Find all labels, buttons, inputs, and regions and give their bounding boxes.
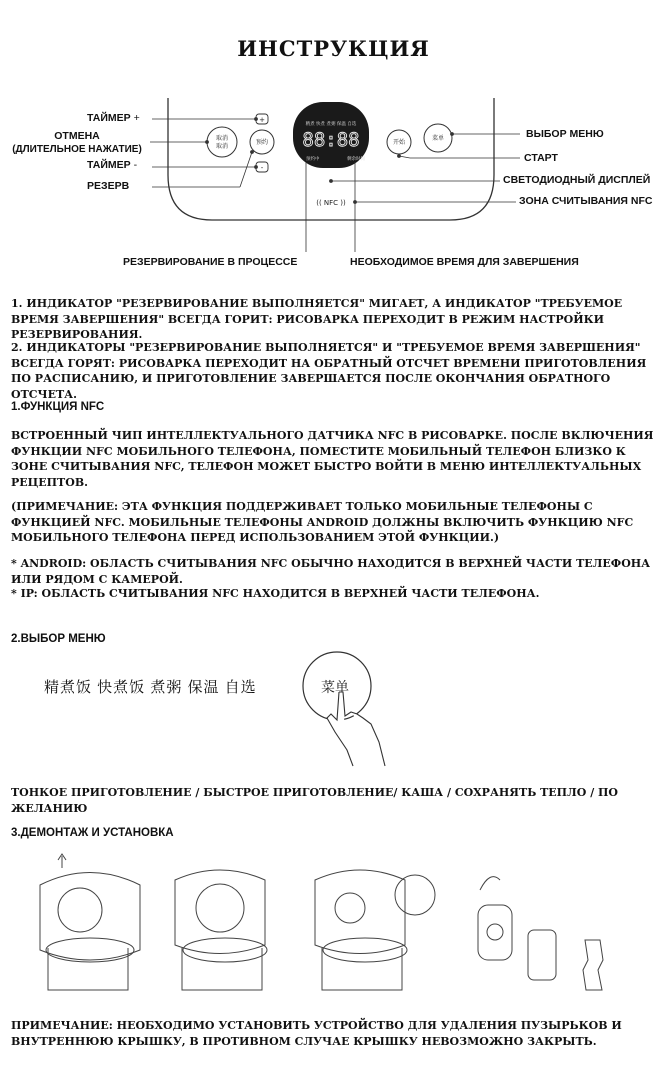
menu-press-illustration [295,640,405,770]
svg-text:+: + [259,116,265,124]
label-led-display: СВЕТОДИОДНЫЙ ДИСПЛЕЙ [503,174,651,186]
nfc-paragraph-2: (ПРИМЕЧАНИЕ: ЭТА ФУНКЦИЯ ПОДДЕРЖИВАЕТ ТОЛЬКО МОБИЛЬНЫЕ ТЕЛЕФОНЫ С ФУНКЦИЕЙ NFC. МОБИЛЬНЫЕ ТЕЛЕФОНЫ ANDROID ДОЛЖНЫ ВКЛЮЧИТЬ ФУНКЦИЮ NFC МОБИЛЬНОГО ТЕЛЕФОНА ПЕРЕД ИСПОЛЬЗОВАНИЕМ ЭТОЙ ФУНКЦИИ.) [11,500,634,544]
display-digits: 88:88 [302,129,360,151]
label-reservation-in-progress: РЕЗЕРВИРОВАНИЕ В ПРОЦЕССЕ [123,256,298,268]
reserve-button-label: 预约 [255,139,269,146]
paragraph-2: 2. ИНДИКАТОРЫ "РЕЗЕРВИРОВАНИЕ ВЫПОЛНЯЕТСЯ" И "ТРЕБУЕМОЕ ВРЕМЯ ЗАВЕРШЕНИЯ" ВСЕГДА ГОРЯТ: РИСОВАРКА ПЕРЕХОДИТ НА ОБРАТНЫЙ ОТСЧЕТ ВРЕМЕНИ ПРИГОТОВЛЕНИЯ ПО РАСПИСАНИЮ, И ПРИГОТОВЛЕНИЕ ЗАВЕРШАЕТСЯ ПОСЛЕ ОКОНЧАНИЯ ОБРАТНОГО ОТСЧЕТА. [11,341,647,401]
paragraph-1: 1. ИНДИКАТОР "РЕЗЕРВИРОВАНИЕ ВЫПОЛНЯЕТСЯ" МИГАЕТ, А ИНДИКАТОР "ТРЕБУЕМОЕ ВРЕМЯ ЗАВЕРШЕНИЯ" ВСЕГДА ГОРИТ: РИСОВАРКА ПЕРЕХОДИТ В РЕЖИМ НАСТРОЙКИ РЕЗЕРВИРОВАНИЯ. [11,297,623,341]
nfc-zone-marker: (( NFC )) [316,199,346,207]
label-time-to-finish: НЕОБХОДИМОЕ ВРЕМЯ ДЛЯ ЗАВЕРШЕНИЯ [350,256,579,268]
menu-options-chinese: 精煮饭 快煮饭 煮粥 保温 自选 [44,679,257,696]
label-reserve: РЕЗЕРВ [87,180,130,192]
nfc-paragraph-android: * ANDROID: ОБЛАСТЬ СЧИТЫВАНИЯ NFC ОБЫЧНО НАХОДИТСЯ В ВЕРХНЕЙ ЧАСТИ ТЕЛЕФОНА ИЛИ РЯДОМ С КАМЕРОЙ. [11,557,651,586]
label-timer-plus: ТАЙМЕР + [87,112,140,124]
label-timer-minus: ТАЙМЕР - [87,159,138,171]
assembly-heading: 3.ДЕМОНТАЖ И УСТАНОВКА [11,827,174,839]
cancel-button-label: 取消 [215,135,229,142]
display-modes: 精煮 快煮 煮粥 保温 自选 [305,122,357,127]
svg-text:取消: 取消 [215,143,229,150]
menu-caption: ТОНКОЕ ПРИГОТОВЛЕНИЕ / БЫСТРОЕ ПРИГОТОВЛЕНИЕ/ КАША / СОХРАНЯТЬ ТЕПЛО / ПО ЖЕЛАНИЮ [11,786,619,815]
page-title: ИНСТРУКЦИЯ [237,36,430,61]
menu-button-large-label: 菜单 [321,680,349,696]
nfc-heading: 1.ФУНКЦИЯ NFC [11,401,105,413]
svg-text:-: - [260,164,264,172]
display-reserve-indicator: 预约中 [306,157,320,162]
menu-button-label: 菜单 [431,135,445,142]
display-time-indicator: 剩余时间 [347,157,365,162]
start-button-label: 开始 [392,139,406,146]
label-start: СТАРТ [524,152,558,164]
assembly-illustrations [0,850,667,1000]
nfc-paragraph-1: ВСТРОЕННЫЙ ЧИП ИНТЕЛЛЕКТУАЛЬНОГО ДАТЧИКА NFC В РИСОВАРКЕ. ПОСЛЕ ВКЛЮЧЕНИЯ ФУНКЦИИ NFC МОБИЛЬНОГО ТЕЛЕФОНА, ПОМЕСТИТЕ МОБИЛЬНЫЙ ТЕЛЕФОН БЛИЗКО К ЗОНЕ СЧИТЫВАНИЯ NFC, ТЕЛЕФОН МОЖЕТ БЫСТРО ВОЙТИ В МЕНЮ ИНТЕЛЛЕКТУАЛЬНЫХ РЕЦЕПТОВ. [11,429,654,489]
label-menu-select: ВЫБОР МЕНЮ [526,128,604,140]
label-cancel: ОТМЕНА (ДЛИТЕЛЬНОЕ НАЖАТИЕ) [12,130,142,155]
label-nfc-zone: ЗОНА СЧИТЫВАНИЯ NFC [519,195,653,207]
assembly-note: ПРИМЕЧАНИЕ: НЕОБХОДИМО УСТАНОВИТЬ УСТРОЙСТВО ДЛЯ УДАЛЕНИЯ ПУЗЫРЬКОВ И ВНУТРЕННЮЮ КРЫШКУ, В ПРОТИВНОМ СЛУЧАЕ КРЫШКУ НЕВОЗМОЖНО ЗАКРЫТЬ. [11,1019,622,1048]
cancel-button [207,127,237,157]
nfc-paragraph-ip: * IP: ОБЛАСТЬ СЧИТЫВАНИЯ NFC НАХОДИТСЯ В ВЕРХНЕЙ ЧАСТИ ТЕЛЕФОНА. [11,587,540,600]
pointing-hand-icon [327,692,385,766]
menu-heading: 2.ВЫБОР МЕНЮ [11,633,106,645]
